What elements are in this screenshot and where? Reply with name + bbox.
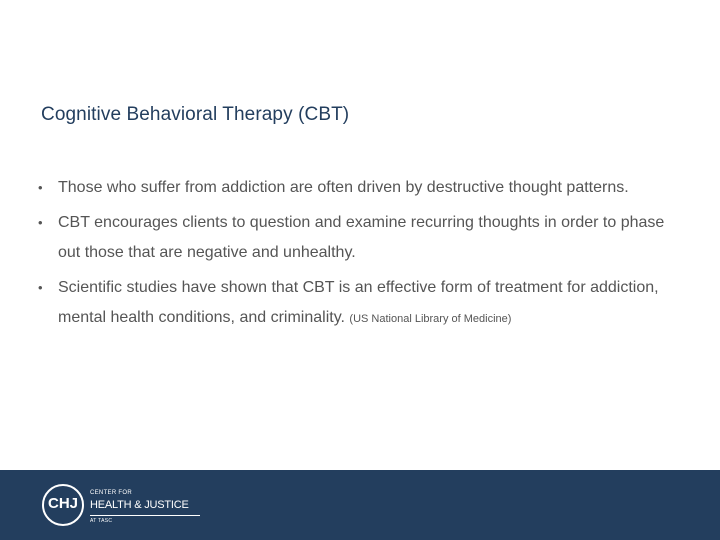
bullet-text: Scientific studies have shown that CBT is an effective form of treatment for addiction, mental health conditions, and criminality. [58,279,659,326]
logo-mark: CHJ [47,495,78,512]
slide-title: Cognitive Behavioral Therapy (CBT) [41,104,350,125]
bullet-item [30,208,690,268]
bullet-list [30,173,690,339]
bullet-dot: • [38,180,43,195]
bullet-text: Those who suffer from addiction are often driven by destructive thought patterns. [58,179,629,196]
bullet-text: CBT encourages clients to question and examine recurring thoughts in order to phase out those that are negative and unhealthy. [58,214,665,261]
chj-logo [40,482,210,530]
bullet-item [30,273,690,334]
footer-bar [0,470,720,540]
logo-small-text: CENTER FOR [90,490,132,496]
bullet-dot: • [38,215,43,230]
bullet-dot: • [38,280,43,295]
logo-name: HEALTH & JUSTICE [90,499,189,511]
logo-sub-text: AT TASC [90,518,113,524]
bullet-item [30,173,690,203]
logo-rule [90,515,200,516]
citation: (US National Library of Medicine) [349,313,512,325]
